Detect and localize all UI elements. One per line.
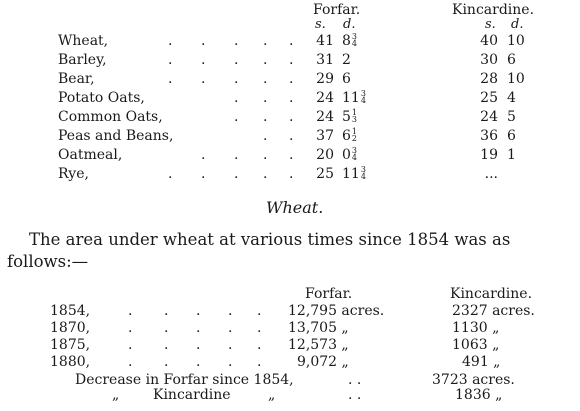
leader-dot: . [289,128,294,144]
fraction [352,147,357,161]
price-row-kinc-s: ... [484,166,498,182]
decrease-kinc-ditto-2: „ [268,387,276,403]
fraction-denominator: 4 [360,96,366,105]
fraction-numerator: 3 [351,32,358,41]
price-row-forfar-s: 37 [316,128,334,144]
price-row-kinc-s: 28 [480,71,498,87]
leader-dot: . [234,90,239,106]
area-row-year: 1854, [50,303,91,319]
header-forfar-s: s. [315,17,326,32]
price-row-forfar-d: 6 1 2 [342,127,358,144]
fraction-numerator: 3 [360,165,366,174]
leader-dot: . [289,71,294,87]
leader-dot: . [164,354,169,370]
price-row-kinc-d: 5 [507,109,516,125]
leader-dot: . [128,337,133,353]
price-row-forfar-s: 41 [316,33,334,49]
decrease-kinc-label: Kincardine [153,387,231,403]
area-row-kinc: 491 „ [462,354,501,370]
price-row-kinc-d: 10 [507,33,525,49]
header-forfar-d: d. [343,17,356,32]
header-forfar: Forfar. [313,2,361,18]
leader-dot: . [196,354,201,370]
leader-dot: . [228,303,233,319]
fraction-denominator: 4 [351,153,358,162]
price-row-kinc-d: 6 [507,52,516,68]
area-row-kinc: 1130 „ [452,320,500,336]
price-row-label: Peas and Beans, [58,128,174,144]
leader-dot: . [164,320,169,336]
price-row-label: Wheat, [58,33,109,49]
leader-dot: . [234,109,239,125]
leader-dot: . [196,337,201,353]
area-header-forfar: Forfar. [305,286,353,302]
leader-dot: . [228,320,233,336]
leader-dot: . [234,147,239,163]
header-kinc-s: s. [485,17,496,32]
price-row-kinc-s: 40 [480,33,498,49]
leader-dot: . [168,71,173,87]
price-row-kinc-s: 36 [480,128,498,144]
price-row-forfar-d: 6 [342,71,351,87]
leader-dot: . [289,33,294,49]
price-row-kinc-d: 1 [507,147,516,163]
leader-dot: . [201,71,206,87]
leader-dot: . [289,147,294,163]
fraction-denominator: 2 [351,134,358,143]
price-row-kinc-s: 30 [480,52,498,68]
price-row-kinc-d: 4 [507,90,516,106]
area-row-forfar: 12,573 „ [288,337,349,353]
decrease-kinc-value: 1836 „ [455,387,503,403]
price-row-label: Potato Oats, [58,90,145,106]
leader-dot: . [263,33,268,49]
price-row-forfar-s: 25 [316,166,334,182]
leader-dot: . [196,303,201,319]
area-row-forfar: 13,705 „ [288,320,349,336]
area-row-forfar: 12,795 acres. [288,303,385,319]
fraction [352,128,357,142]
fraction [361,90,366,104]
price-row-forfar-s: 24 [316,109,334,125]
leader-dot: . [168,166,173,182]
leader-dot: . [289,90,294,106]
leader-dot: . [228,337,233,353]
leader-dot: . [234,166,239,182]
price-row-label: Common Oats, [58,109,163,125]
fraction-denominator: 4 [351,39,358,48]
area-row-forfar: 9,072 „ [297,354,349,370]
price-row-forfar-d: 8 3 4 [342,32,358,49]
leader-dot: . [289,52,294,68]
decrease-forfar-dots: . . [348,372,362,388]
price-row-forfar-s: 20 [316,147,334,163]
price-row-label: Barley, [58,52,107,68]
fraction-numerator: 3 [360,89,366,98]
price-row-forfar-s: 31 [316,52,334,68]
header-kincardine: Kincardine. [452,2,535,18]
decrease-kinc-dots: . . [348,387,362,403]
price-row-kinc-s: 19 [480,147,498,163]
leader-dot: . [164,303,169,319]
area-row-kinc: 1063 „ [452,337,500,353]
leader-dot: . [263,71,268,87]
leader-dot: . [289,109,294,125]
leader-dot: . [196,320,201,336]
section-title: Wheat. [266,198,324,217]
paragraph-line-1: The area under wheat at various times since 1854 was as [29,230,511,249]
price-row-kinc-s: 24 [480,109,498,125]
leader-dot: . [257,337,262,353]
header-kinc-d: d. [511,17,524,32]
area-header-kincardine: Kincardine. [450,286,533,302]
price-row-kinc-d: 6 [507,128,516,144]
leader-dot: . [263,128,268,144]
leader-dot: . [234,52,239,68]
leader-dot: . [201,166,206,182]
leader-dot: . [234,33,239,49]
decrease-forfar-label: Decrease in Forfar since 1854, [75,372,294,388]
leader-dot: . [168,52,173,68]
leader-dot: . [228,354,233,370]
price-row-label: Rye, [58,166,89,182]
area-row-year: 1875, [50,337,91,353]
area-row-kinc: 2327 acres. [452,303,535,319]
fraction-denominator: 3 [351,115,358,124]
price-row-forfar-d: 2 [342,52,351,68]
leader-dot: . [234,71,239,87]
area-row-year: 1880, [50,354,91,370]
leader-dot: . [257,354,262,370]
price-row-forfar-s: 29 [316,71,334,87]
leader-dot: . [263,90,268,106]
leader-dot: . [263,166,268,182]
leader-dot: . [263,52,268,68]
fraction-numerator: 3 [351,146,358,155]
leader-dot: . [128,303,133,319]
price-row-forfar-d: 5 1 3 [342,108,358,125]
area-row-year: 1870, [50,320,91,336]
leader-dot: . [201,147,206,163]
leader-dot: . [128,354,133,370]
fraction-denominator: 4 [360,172,366,181]
leader-dot: . [128,320,133,336]
leader-dot: . [263,147,268,163]
fraction-numerator: 1 [351,108,358,117]
decrease-forfar-value: 3723 acres. [432,372,515,388]
fraction [352,109,357,123]
leader-dot: . [164,337,169,353]
price-row-label: Oatmeal, [58,147,123,163]
price-row-forfar-s: 24 [316,90,334,106]
leader-dot: . [201,52,206,68]
leader-dot: . [263,109,268,125]
fraction [361,166,366,180]
leader-dot: . [257,320,262,336]
leader-dot: . [168,33,173,49]
fraction [352,33,357,47]
price-row-forfar-d: 11 3 4 [342,165,366,182]
leader-dot: . [257,303,262,319]
leader-dot: . [201,33,206,49]
leader-dot: . [289,166,294,182]
price-row-label: Bear, [58,71,95,87]
price-row-kinc-d: 10 [507,71,525,87]
decrease-kinc-ditto-1: „ [112,387,120,403]
price-row-forfar-d: 11 3 4 [342,89,366,106]
fraction-numerator: 1 [351,127,358,136]
price-row-forfar-d: 0 3 4 [342,146,358,163]
price-row-kinc-s: 25 [480,90,498,106]
paragraph-line-2: follows:— [7,252,89,271]
